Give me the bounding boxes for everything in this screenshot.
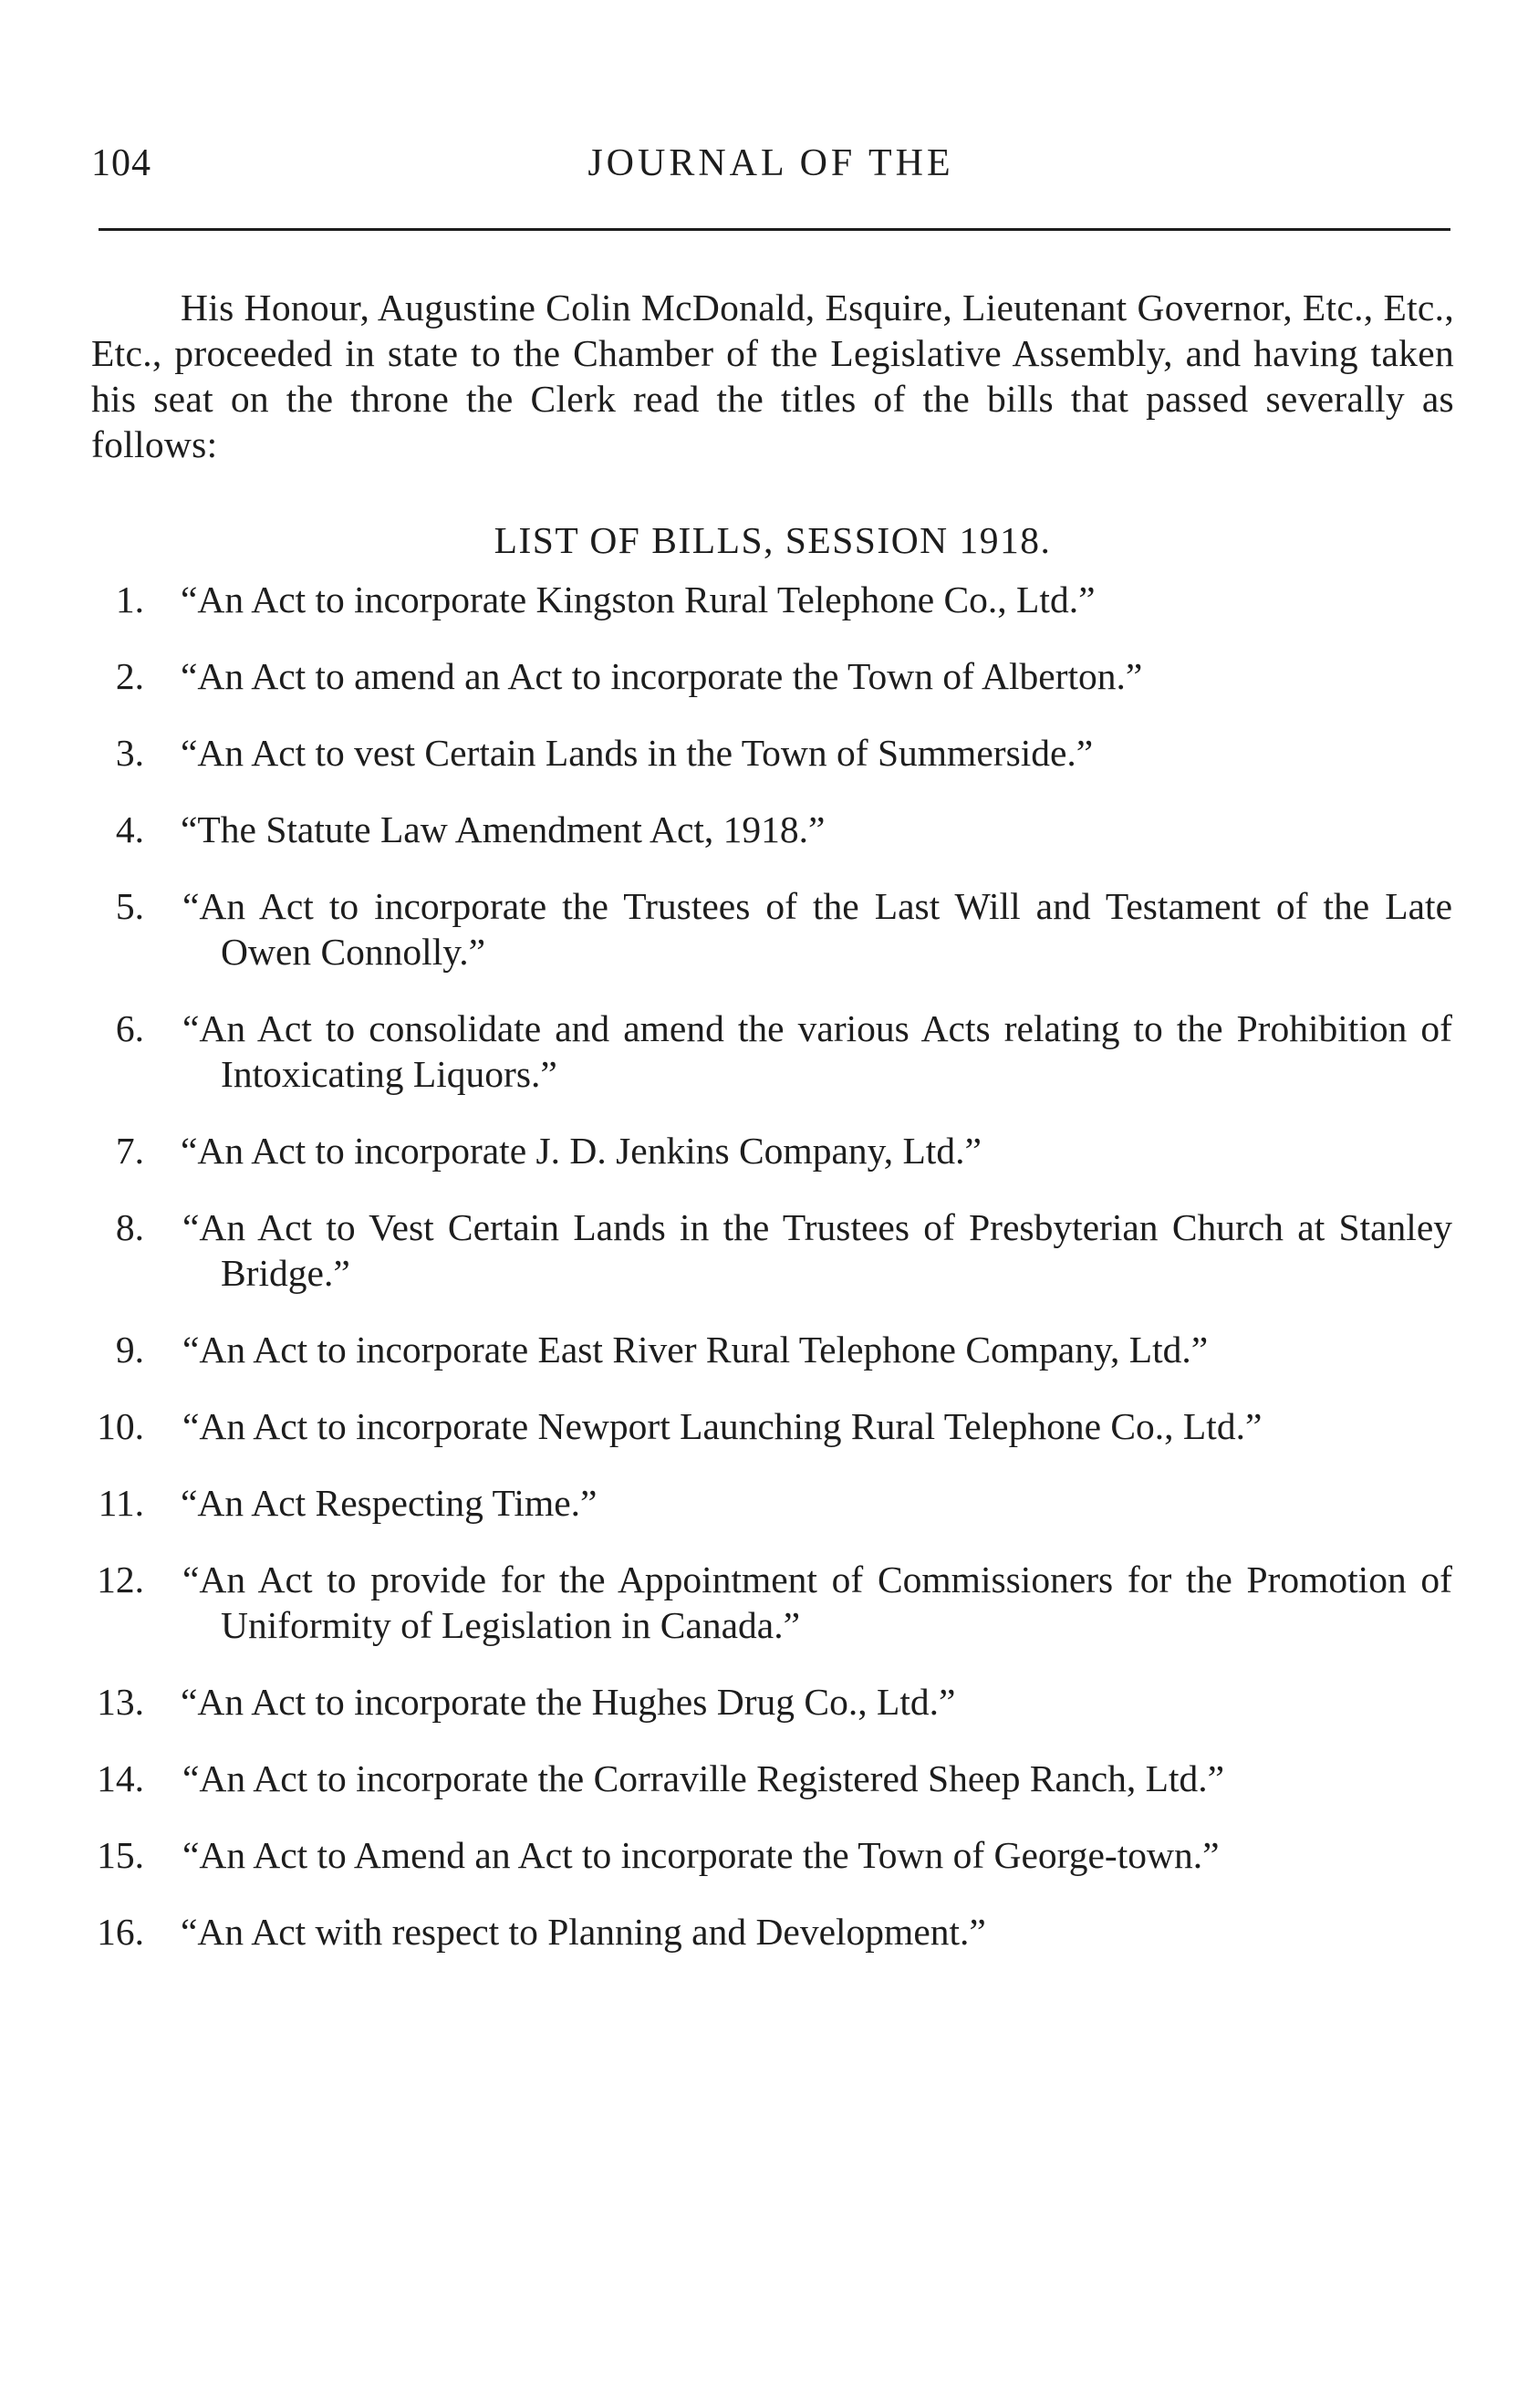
bill-item (0, 1204, 1528, 1296)
bill-title: “An Act to provide for the Appointment of Commissioners for the Promotion of Uniformity of Legislation in Canada.” (182, 1558, 1452, 1646)
bill-item (0, 1679, 1528, 1725)
bill-number: 1. (115, 579, 144, 620)
page-number: 104 (91, 142, 151, 184)
header-rule (99, 228, 1450, 231)
bill-number: 10. (97, 1405, 144, 1447)
running-head: JOURNAL OF THE (587, 142, 954, 184)
bill-number: 9. (115, 1329, 144, 1371)
bill-title: “An Act to incorporate the Trustees of the Last Will and Testament of the Late Owen Connolly.” (182, 885, 1452, 973)
bill-item (0, 653, 1528, 699)
bill-number: 6. (115, 1007, 144, 1049)
bill-title: “An Act to incorporate the Corraville Registered Sheep Ranch, Ltd.” (182, 1757, 1225, 1799)
bill-number: 11. (98, 1482, 144, 1524)
bill-title: “An Act to incorporate Kingston Rural Telephone Co., Ltd.” (181, 579, 1096, 620)
bill-number: 13. (97, 1681, 144, 1723)
bill-title: “The Statute Law Amendment Act, 1918.” (181, 808, 826, 850)
bill-number: 15. (97, 1834, 144, 1876)
bill-number: 3. (115, 732, 144, 774)
bill-number: 4. (115, 808, 144, 850)
bill-number: 2. (115, 655, 144, 697)
bill-item (0, 730, 1528, 776)
bill-item (0, 577, 1528, 622)
bill-item (0, 1909, 1528, 1955)
bill-title: “An Act to incorporate Newport Launching Rural Telephone Co., Ltd.” (182, 1405, 1263, 1447)
bill-title: “An Act to Vest Certain Lands in the Trustees of Presbyterian Church at Stanley Bridge.” (182, 1206, 1452, 1294)
bill-item (0, 883, 1528, 975)
bill-title: “An Act to amend an Act to incorporate the Town of Alberton.” (181, 655, 1143, 697)
bill-number: 5. (115, 885, 144, 927)
bill-title: “An Act to Amend an Act to incorporate the Town of George-town.” (182, 1834, 1220, 1876)
bill-list (0, 577, 1528, 1986)
bill-item (0, 1832, 1528, 1878)
bill-number: 12. (97, 1558, 144, 1600)
bill-number: 8. (115, 1206, 144, 1248)
bill-title: “An Act to incorporate the Hughes Drug Co., Ltd.” (181, 1681, 956, 1723)
bill-number: 14. (97, 1757, 144, 1799)
bill-title: “An Act to vest Certain Lands in the Town of Summerside.” (181, 732, 1094, 774)
bill-title: “An Act to incorporate East River Rural Telephone Company, Ltd.” (182, 1329, 1209, 1371)
bill-title: “An Act to incorporate J. D. Jenkins Company, Ltd.” (181, 1130, 982, 1172)
bill-number: 16. (97, 1911, 144, 1953)
bill-item (0, 1557, 1528, 1648)
bill-item (0, 1006, 1528, 1097)
bill-title: “An Act Respecting Time.” (181, 1482, 598, 1524)
bill-title: “An Act to consolidate and amend the various Acts relating to the Prohibition of Intoxicating Liquors.” (182, 1007, 1452, 1095)
page-header (91, 141, 1450, 196)
bill-number: 7. (115, 1130, 144, 1172)
bill-item (0, 1480, 1528, 1526)
bill-item (0, 1128, 1528, 1173)
bill-item (0, 807, 1528, 852)
list-title: LIST OF BILLS, SESSION 1918. (494, 519, 1052, 561)
bill-item (0, 1327, 1528, 1372)
bill-item (0, 1756, 1528, 1801)
intro-paragraph: His Honour, Augustine Colin McDonald, Esquire, Lieutenant Governor, Etc., Etc., Etc., proceeded in state to the Chamber of the Legislative Assembly, and having taken his seat on the throne the Clerk read the titles of the bills that passed severally as follows: (91, 287, 1454, 465)
bill-title: “An Act with respect to Planning and Development.” (181, 1911, 986, 1953)
bill-item (0, 1403, 1528, 1449)
